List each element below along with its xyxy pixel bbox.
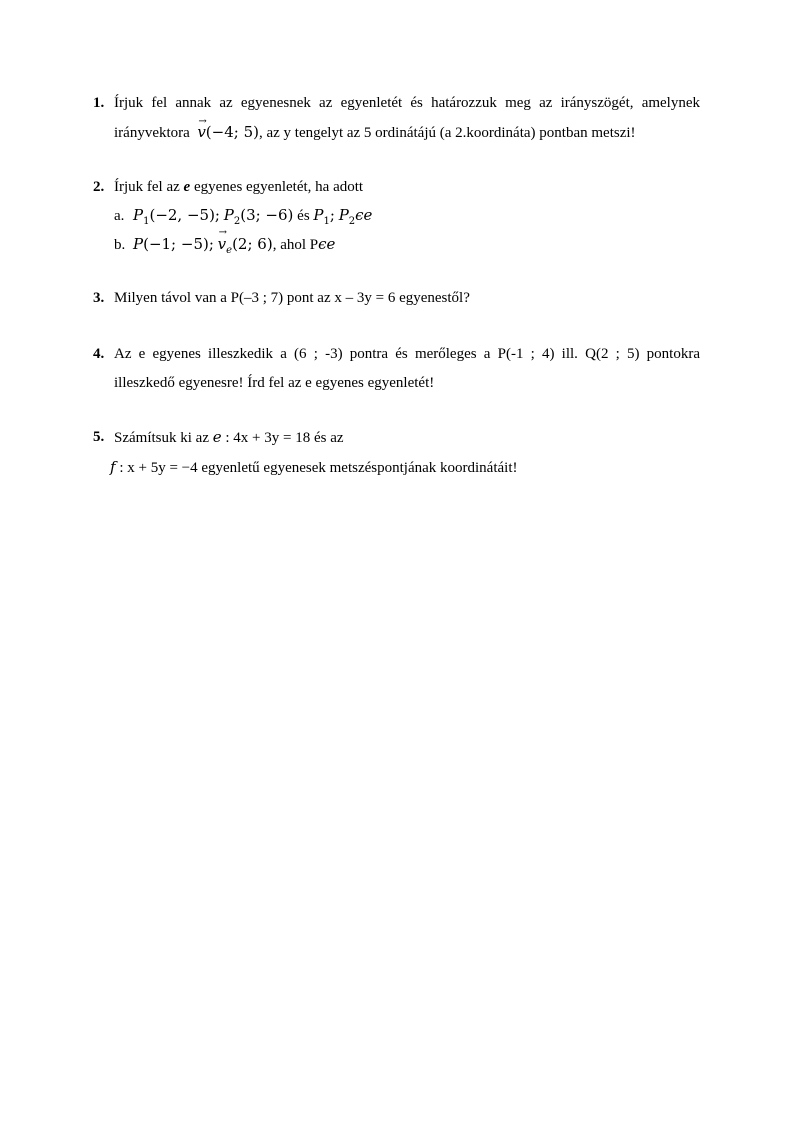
problem-number: 2. — [93, 179, 105, 195]
vector-v-e: → v — [218, 230, 226, 258]
problem-4-line-2: illeszkedő egyenesre! Írd fel az e egyenes egyenletét! — [114, 375, 435, 391]
vector-v: → v — [197, 118, 205, 147]
problem-number: 1. — [93, 95, 105, 111]
vector-coords: (2; 6) — [232, 235, 273, 253]
problem-5-line-2 — [110, 453, 700, 483]
line-variable-e: e — [212, 428, 222, 446]
problem-5-line-1 — [114, 423, 700, 453]
problem-4-line-1: Az e egyenes illeszkedik a (6 ; -3) pontra és merőleges a P(-1 ; 4) ill. Q(2 ; 5) pontokra — [114, 346, 700, 362]
problem-4 — [93, 340, 700, 398]
problem-1-line-2-suffix: , az y tengelyt az 5 ordinátájú (a 2.koordináta) pontban metszi! — [258, 125, 636, 141]
vector-v-sub: e — [226, 245, 233, 256]
point-p2-coords: (3; −6) — [240, 206, 294, 224]
conjunction: és — [297, 208, 310, 224]
point-p2-ref: P — [338, 206, 349, 224]
problem-2-line-1 — [114, 173, 700, 201]
point-p1-sub: 1 — [143, 216, 150, 227]
point-p1-coords: (−2, −5); — [149, 206, 220, 224]
sub-item-letter: b. — [114, 237, 126, 253]
equation-e: : 4x + 3y = 18 és az — [225, 430, 344, 446]
point-p2-sub: 2 — [233, 216, 241, 227]
problem-number: 3. — [93, 290, 105, 306]
problem-2-sub-b — [114, 230, 700, 259]
problem-number: 4. — [93, 346, 105, 362]
problem-1-line-2 — [114, 118, 700, 148]
point-p1: P — [133, 206, 144, 224]
point-p-coords: (−1; −5); — [143, 235, 214, 253]
problem-3-text: Milyen távol van a P(–3 ; 7) pont az x – 3y = 6 egyenestől? — [114, 290, 470, 306]
problem-2-suffix: egyenes egyenletét, ha adott — [193, 179, 364, 195]
vector-coords: (−4; 5) — [205, 123, 259, 141]
separator: ; — [329, 206, 335, 224]
line-variable-e: e — [183, 179, 191, 195]
point-p1-ref: P — [313, 206, 324, 224]
direction-vector-label: irányvektora — [114, 125, 190, 141]
line-variable-f: f — [110, 458, 116, 476]
element-of-e: ϵe — [355, 206, 373, 224]
point-p2: P — [223, 206, 234, 224]
point-p: P — [133, 235, 144, 253]
problem-2-prefix: Írjuk fel az — [114, 179, 180, 195]
problem-3 — [93, 284, 700, 313]
problem-number: 5. — [93, 429, 105, 445]
problem-1-line-1: Írjuk fel annak az egyenesnek az egyenletét és határozzuk meg az irányszögét, amelynek — [114, 95, 700, 111]
element-of-e: ϵe — [318, 235, 336, 253]
problem-1 — [93, 89, 700, 148]
equation-f: : x + 5y = −4 egyenletű egyenesek metszéspontjának koordinátáit! — [119, 460, 518, 476]
point-p2-ref-sub: 2 — [348, 216, 356, 227]
sub-item-letter: a. — [114, 208, 125, 224]
point-p1-ref-sub: 1 — [323, 216, 330, 227]
where-clause: , ahol P — [272, 237, 319, 253]
problem-2-sub-a — [114, 201, 700, 230]
problem-5-prefix: Számítsuk ki az — [114, 430, 209, 446]
problem-2 — [93, 173, 700, 259]
problem-5 — [93, 423, 700, 483]
